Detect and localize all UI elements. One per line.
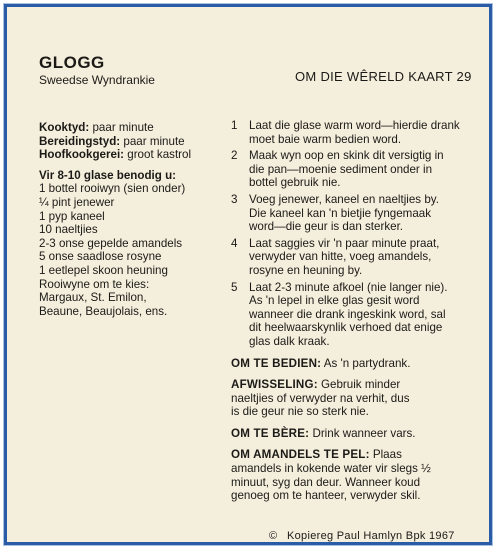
ingredient-item: ¼ pint jenewer bbox=[39, 195, 115, 209]
ingredient-item: 1 eetlepel skoon heuning bbox=[39, 263, 168, 277]
method-step: 1 Laat die glase warm word—hierdie drank moet baie warm bedien word. bbox=[231, 119, 460, 146]
serving-section: OM TE BEDIEN: As 'n partydrank. bbox=[231, 356, 411, 370]
main-utensil: Hoofkookgerei: groot kastrol bbox=[39, 148, 192, 162]
prep-time: Bereidingstyd: paar minute bbox=[39, 134, 185, 148]
ingredients-heading: Vir 8-10 glase benodig u: bbox=[39, 168, 177, 182]
copyright-symbol: © bbox=[269, 530, 278, 542]
variation-section: AFWISSELING: Gebruik minder naeltjies of verwyder na verhit, dus is die geur nie so sterk nie. bbox=[231, 378, 410, 419]
ingredient-item: 10 naeltjies bbox=[39, 223, 98, 237]
method-steps bbox=[231, 119, 489, 349]
ingredient-item: 2-3 onse gepelde amandels bbox=[39, 236, 183, 250]
copyright-text: Kopiereg Paul Hamlyn Bpk 1967 bbox=[287, 530, 455, 542]
storage-section: OM TE BÈRE: Drink wanneer vars. bbox=[231, 426, 416, 440]
method-step: 3 Voeg jenewer, kaneel en naeltjies by. Die kaneel kan 'n bietjie fyngemaak word—die geur is dan sterker. bbox=[231, 192, 439, 234]
method-column bbox=[231, 119, 489, 503]
recipe-title: GLOGG bbox=[39, 53, 105, 72]
almond-peeling-section: OM AMANDELS TE PEL: Plaas amandels in kokende water vir slegs ½ minuut, syg dan deur. Wanneer koud genoeg om te hanteer, verwyder skil. bbox=[231, 448, 431, 503]
recipe-subtitle: Sweedse Wyndrankie bbox=[39, 73, 155, 87]
method-step: 5 Laat 2-3 minute afkoel (nie langer nie). As 'n lepel in elke glas gesit word wanneer die drank ingeskink word, sal dit heelwaarskynlik verhoed dat enige glas dalk kraak. bbox=[231, 280, 448, 348]
recipe-card bbox=[4, 4, 492, 545]
ingredient-item: 5 onse saadlose rosyne bbox=[39, 250, 162, 264]
wine-suggestions: Rooiwyne om te kies: Margaux, St. Emilon, Beaune, Beaujolais, ens. bbox=[39, 277, 168, 318]
ingredient-item: 1 pyp kaneel bbox=[39, 209, 105, 223]
cook-time: Kooktyd: paar minute bbox=[39, 121, 154, 134]
method-step: 4 Laat saggies vir 'n paar minute praat, verwyder van hitte, voeg amandels, rosyne en heuning by. bbox=[231, 236, 440, 277]
recipe-info-column bbox=[39, 121, 229, 318]
series-label: OM DIE WÊRELD KAART 29 bbox=[295, 69, 472, 84]
ingredient-list bbox=[39, 182, 229, 277]
ingredient-item: 1 bottel rooiwyn (sien onder) bbox=[39, 182, 186, 196]
method-step: 2 Maak wyn oop en skink dit versigtig in die pan—moenie sediment onder in bottel gebruik nie. bbox=[231, 149, 444, 190]
